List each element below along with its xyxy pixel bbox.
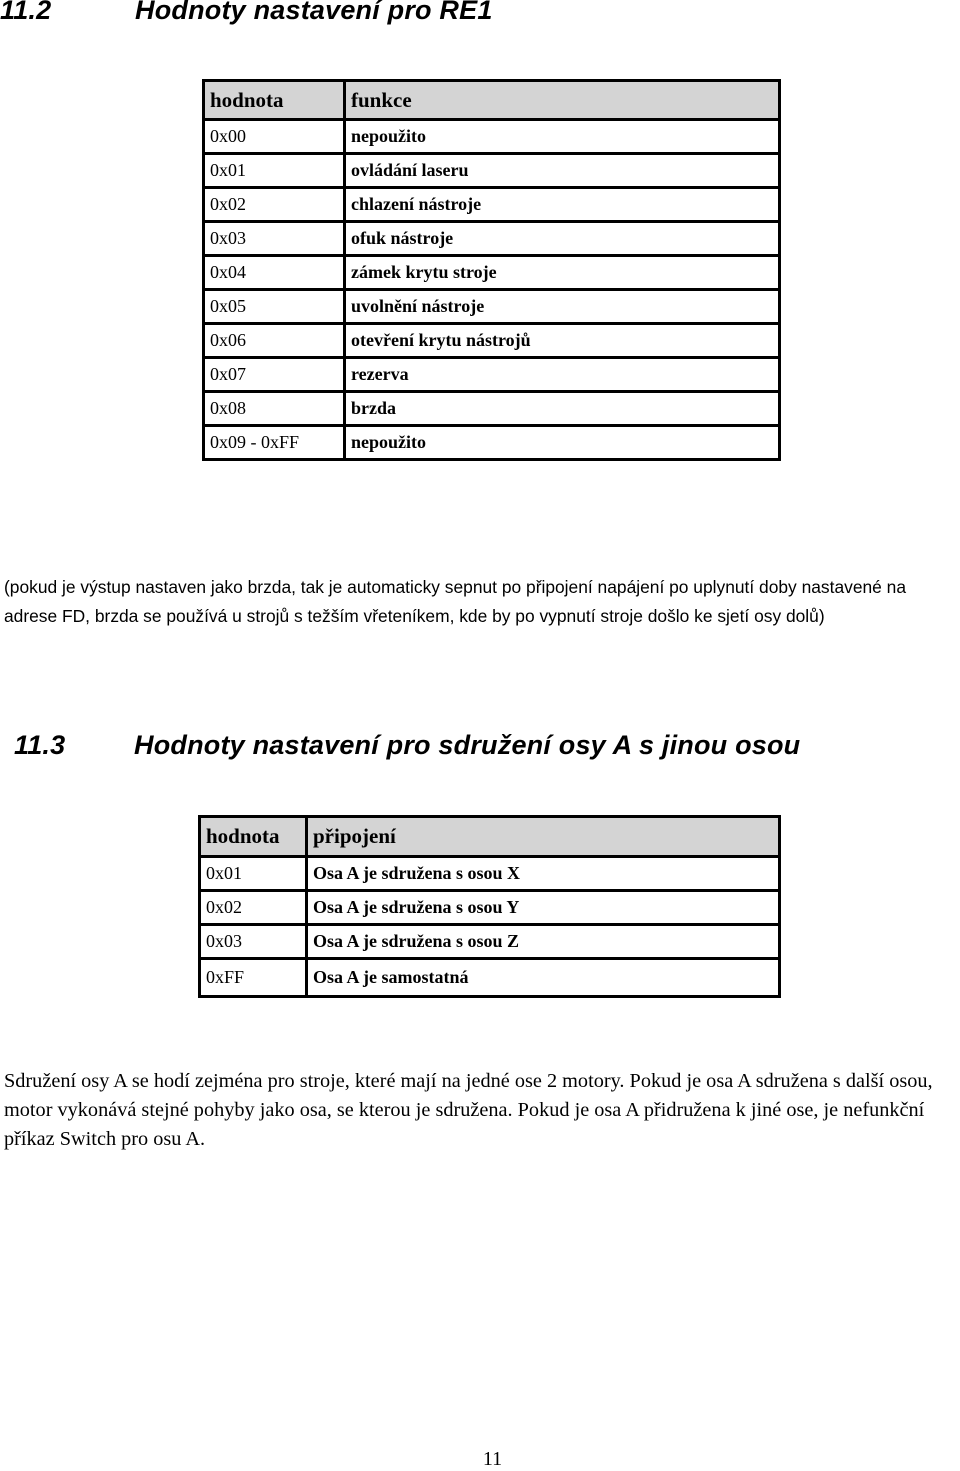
table-row	[204, 256, 780, 290]
axis-a-coupling-table	[198, 815, 781, 998]
value-cell: 0x07	[204, 358, 345, 392]
function-cell: ovládání laseru	[345, 154, 780, 188]
column-header-pripojeni: připojení	[307, 817, 780, 857]
function-cell: uvolnění nástroje	[345, 290, 780, 324]
connection-cell: Osa A je sdružena s osou X	[307, 857, 780, 891]
value-cell: 0x09 - 0xFF	[204, 426, 345, 460]
table-row	[200, 959, 780, 997]
column-header-hodnota: hodnota	[204, 81, 345, 120]
table-row	[204, 188, 780, 222]
table-row	[204, 426, 780, 460]
section-title: Hodnoty nastavení pro sdružení osy A s jinou osou	[134, 730, 801, 760]
table-row	[204, 324, 780, 358]
table-row	[204, 290, 780, 324]
coupling-note-paragraph: Sdružení osy A se hodí zejména pro stroje, které mají na jedné ose 2 motory. Pokud je osa A sdružena s další osou, motor vykonává stejné pohyby jako osa, se kterou je sdružena. Pokud je osa A přidružena k jiné ose, je nefunkční příkaz Switch pro osu A.	[4, 1070, 933, 1150]
section-11-2-heading	[0, 0, 493, 26]
value-cell: 0x00	[204, 120, 345, 154]
table-row	[200, 857, 780, 891]
value-cell: 0x02	[204, 188, 345, 222]
function-cell: ofuk nástroje	[345, 222, 780, 256]
value-cell: 0x08	[204, 392, 345, 426]
function-cell: otevření krytu nástrojů	[345, 324, 780, 358]
section-11-3-heading	[14, 730, 800, 761]
connection-cell: Osa A je sdružena s osou Z	[307, 925, 780, 959]
table-header-row	[204, 81, 780, 120]
page-number: 11	[482, 1448, 503, 1470]
table-row	[200, 891, 780, 925]
connection-cell: Osa A je sdružena s osou Y	[307, 891, 780, 925]
brake-note-paragraph: (pokud je výstup nastaven jako brzda, tak je automaticky sepnut po připojení napájení po uplynutí doby nastavené na adrese FD, brzda se používá u strojů s težším vřeteníkem, kde by po vypnutí stroje došlo ke sjetí osy dolů)	[4, 577, 907, 626]
value-cell: 0x01	[204, 154, 345, 188]
function-cell: nepoužito	[345, 120, 780, 154]
function-cell: zámek krytu stroje	[345, 256, 780, 290]
function-cell: nepoužito	[345, 426, 780, 460]
function-cell: rezerva	[345, 358, 780, 392]
section-number: 11.2	[0, 0, 52, 25]
function-cell: brzda	[345, 392, 780, 426]
value-cell: 0x03	[204, 222, 345, 256]
value-cell: 0xFF	[200, 959, 307, 997]
table-row	[204, 120, 780, 154]
value-cell: 0x01	[200, 857, 307, 891]
re1-values-table	[202, 79, 781, 461]
value-cell: 0x03	[200, 925, 307, 959]
function-cell: chlazení nástroje	[345, 188, 780, 222]
column-header-funkce: funkce	[345, 81, 780, 120]
value-cell: 0x06	[204, 324, 345, 358]
section-number: 11.3	[14, 730, 66, 760]
column-header-hodnota: hodnota	[200, 817, 307, 857]
table-row	[204, 222, 780, 256]
table-row	[204, 154, 780, 188]
value-cell: 0x04	[204, 256, 345, 290]
table-row	[200, 925, 780, 959]
table-row	[204, 358, 780, 392]
table-header-row	[200, 817, 780, 857]
connection-cell: Osa A je samostatná	[307, 959, 780, 997]
value-cell: 0x02	[200, 891, 307, 925]
section-title: Hodnoty nastavení pro RE1	[135, 0, 493, 25]
value-cell: 0x05	[204, 290, 345, 324]
table-row	[204, 392, 780, 426]
